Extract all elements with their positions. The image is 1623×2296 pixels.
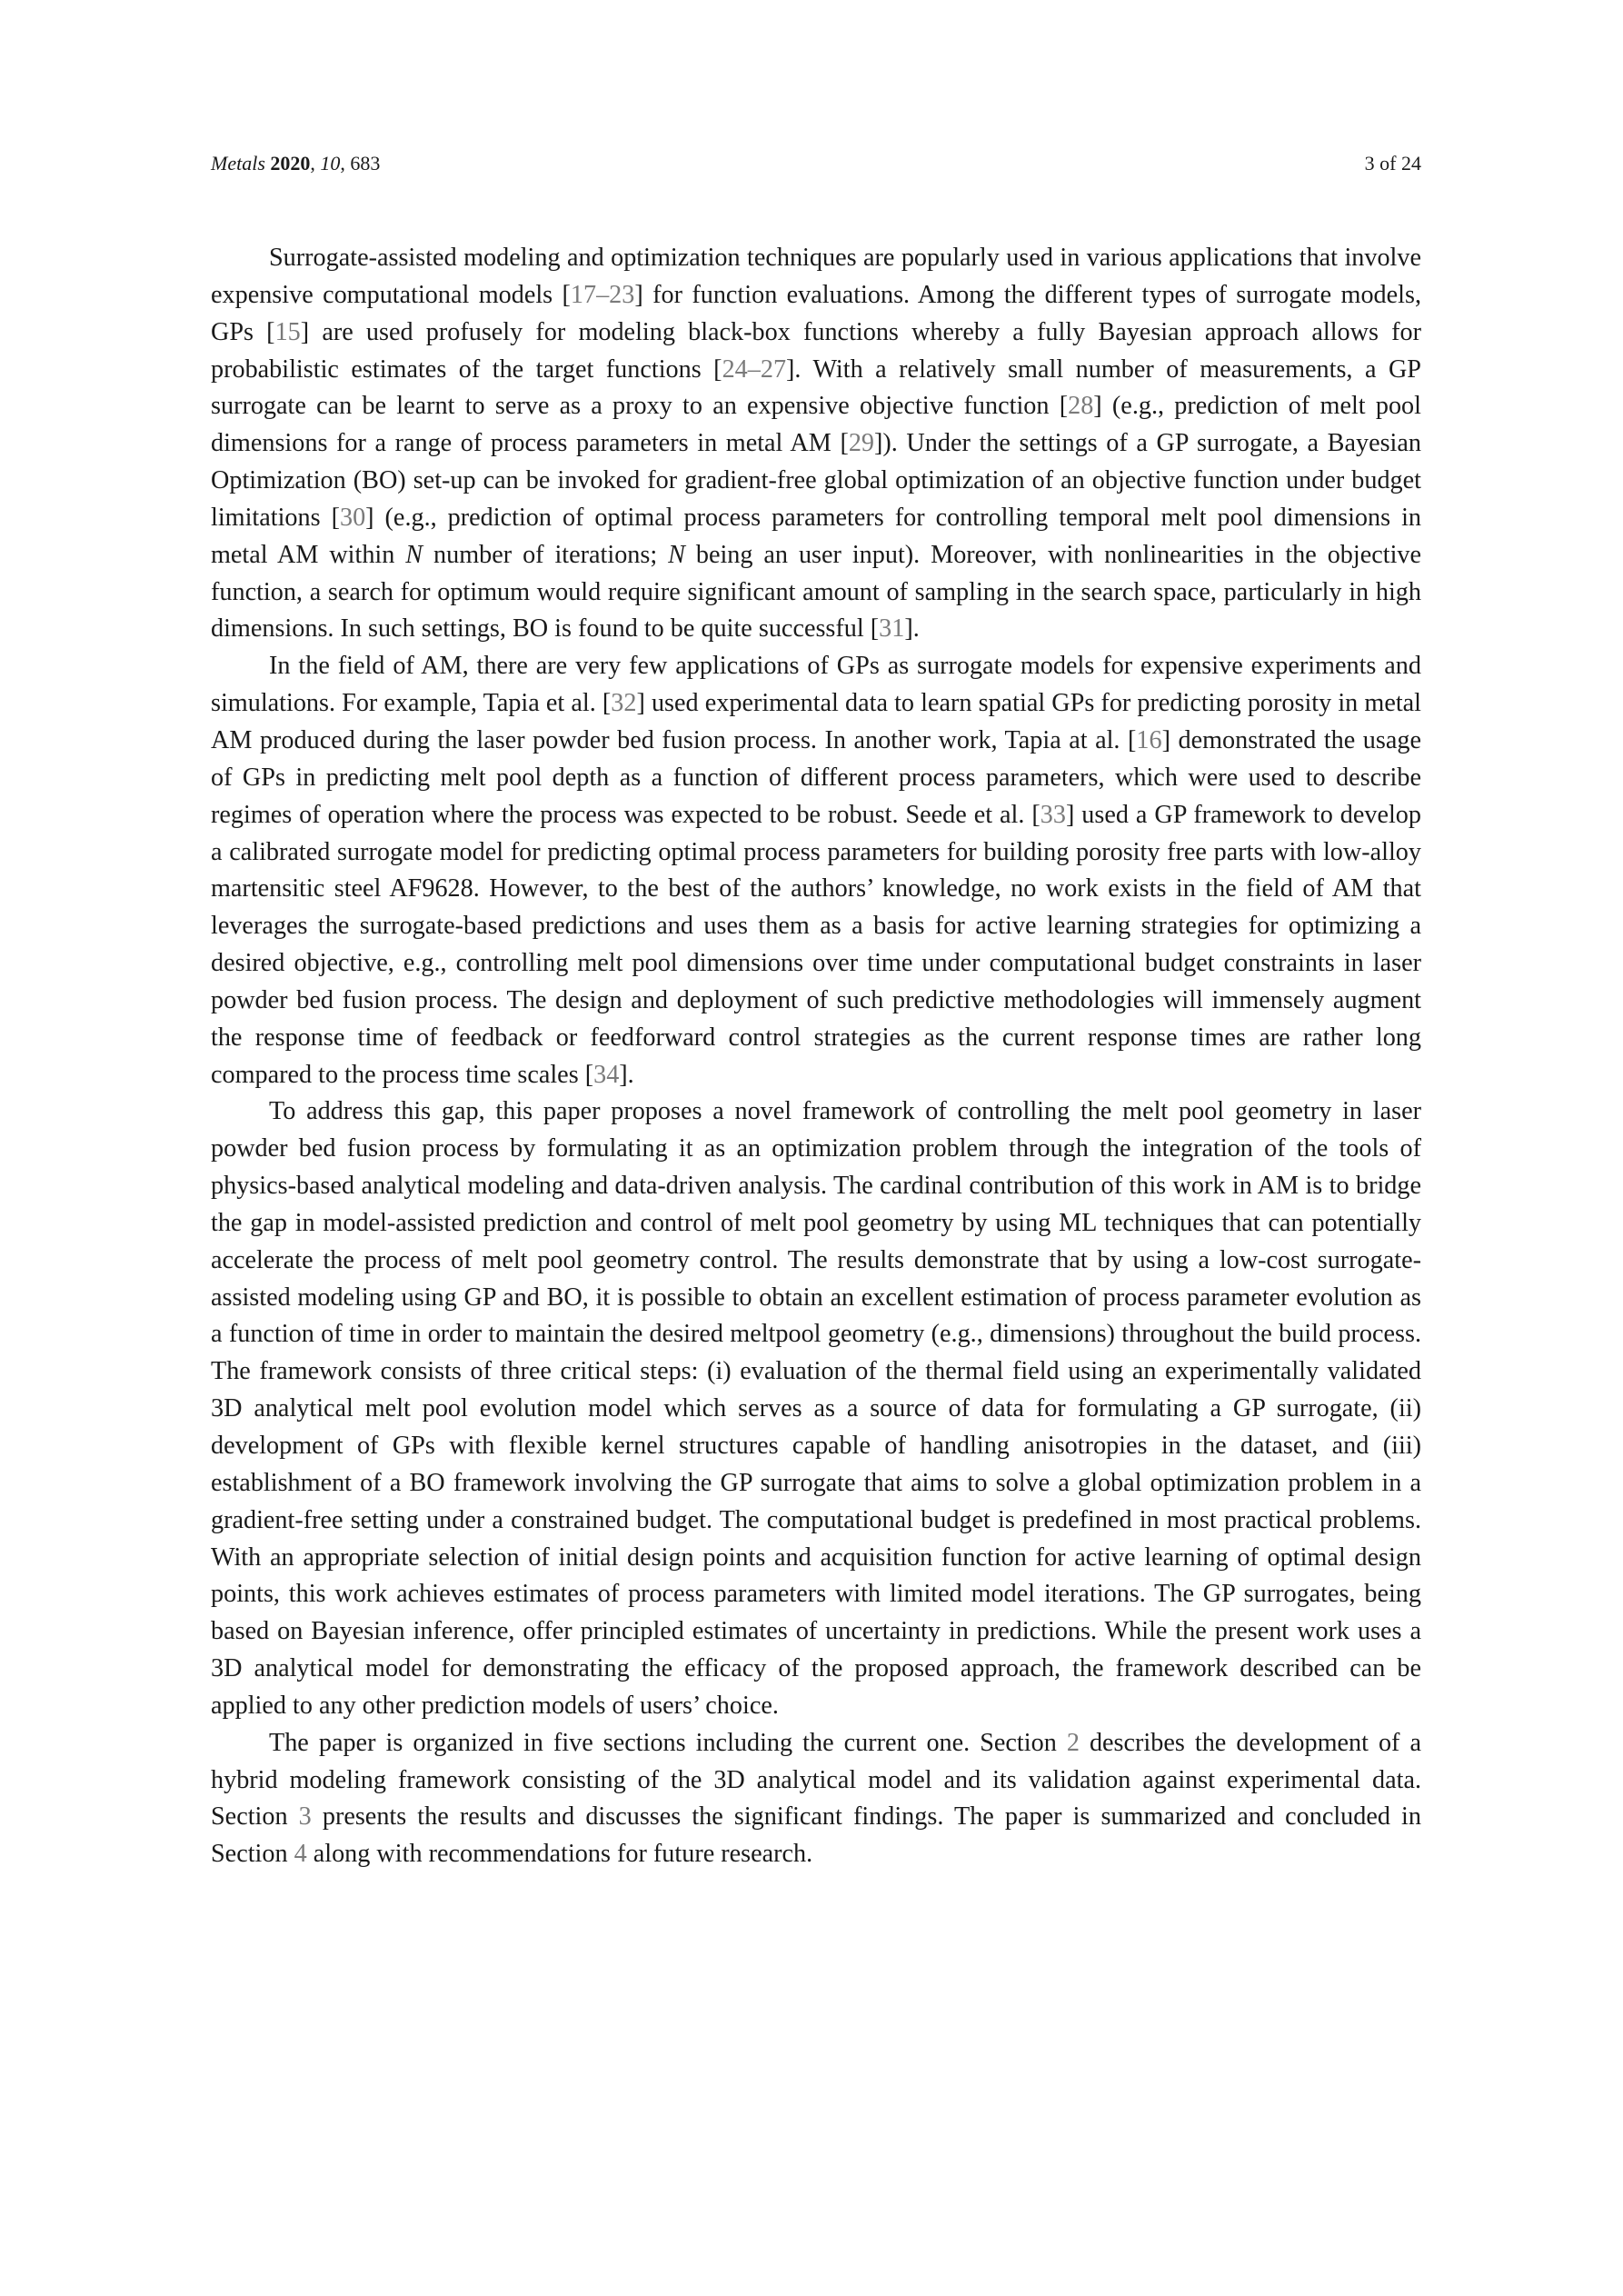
text-run: To address this gap, this paper proposes a novel framework of controlling the melt pool geometry in laser powder bed fusion process by formulating it as an optimization problem through the integration of the tools of physics-based analytical modeling and data-driven analysis. The cardinal contribution of this work in AM is to bridge the gap in model-assisted prediction and control of melt pool geometry by using ML techniques that can potentially accelerate the process of melt pool geometry control. The results demonstrate that by using a low-cost surrogate-assisted modeling using GP and BO, it is possible to obtain an excellent estimation of process parameter evolution as a function of time in order to maintain the desired meltpool geometry (e.g., dimensions) throughout the build process. The framework consists of three critical steps: (i) evaluation of the thermal field using an experimentally validated 3D analytical melt pool evolution model which serves as a source of data for formulating a GP surrogate, (ii) development of GPs with flexible kernel structures capable of handling anisotropies in the dataset, and (iii) establishment of a BO framework involving the GP surrogate that aims to solve a global optimization problem in a gradient-free setting under a constrained budget. The computational budget is predefined in most practical problems. With an appropriate selection of initial design points and acquisition function for active learning of optimal design points, this work achieves estimates of process parameters with limited model iterations. The GP surrogates, being based on Bayesian inference, offer principled estimates of uncertainty in predictions. While the present work uses a 3D analytical model for demonstrating the efficacy of the proposed approach, the framework described can be applied to any other prediction models of users’ choice. [211, 1097, 1421, 1720]
text-run: along with recommendations for future research. [306, 1840, 813, 1869]
reference-link[interactable]: 15 [274, 317, 301, 346]
citation-line: Metals 2020, 10, 683 [211, 152, 381, 175]
article-number: 683 [350, 152, 381, 175]
journal-name: Metals [211, 152, 265, 175]
math-symbol: N [405, 540, 423, 569]
text-run: ]. [619, 1060, 634, 1089]
page-number: 3 of 24 [1364, 152, 1421, 175]
text-run: describes the development of a hybrid modeling framework consisting of the 3D analytical model and its validation against experimental data. Section [211, 1728, 1421, 1832]
text-run: ] used a GP framework to develop a calibrated surrogate model for predicting optimal process parameters for building porosity free parts with low-alloy martensitic steel AF9628. However, to the best of the authors’ knowledge, no work exists in the field of AM that leverages the surrogate-based predictions and uses them as a basis for active learning strategies for optimizing a desired objective, e.g., controlling melt pool dimensions over time under computational budget constraints in laser powder bed fusion process. The design and deployment of such predictive methodologies will immensely augment the response time of feedback or feedforward control strategies as the current response times are rather long compared to the process time scales [ [211, 800, 1421, 1089]
reference-link[interactable]: 2 [1066, 1728, 1080, 1757]
journal-volume: 10 [320, 152, 341, 175]
math-symbol: N [668, 540, 685, 569]
body-text [211, 240, 1421, 1873]
reference-link[interactable]: 28 [1068, 392, 1094, 421]
text-run: In the field of AM, there are very few applications of GPs as surrogate models for expensive experiments and simulations. For example, Tapia et al. [ [211, 652, 1421, 718]
text-run: ]. With a relatively small number of measurements, a GP surrogate can be learnt to serve as a proxy to an expensive objective function [ [211, 354, 1421, 421]
paragraph [211, 648, 1421, 1093]
text-run: presents the results and discusses the significant findings. The paper is summarized and concluded in Section [211, 1802, 1421, 1869]
text-run: ] (e.g., prediction of melt pool dimensions for a range of process parameters in metal AM [ [211, 392, 1421, 458]
text-run: ] are used profusely for modeling black-box functions whereby a fully Bayesian approach allows for probabilistic estimates of the target functions [ [211, 317, 1422, 384]
text-run: ]). Under the settings of a GP surrogate, a Bayesian Optimization (BO) set-up can be invoked for gradient-free global optimization of an objective function under budget limitations [ [211, 429, 1421, 532]
reference-link[interactable]: 33 [1040, 800, 1066, 829]
text-run: ] demonstrated the usage of GPs in predicting melt pool depth as a function of different process parameters, which were used to describe regimes of operation where the process was expected to be robust. Seede et al. [ [211, 725, 1421, 829]
reference-link[interactable]: 3 [298, 1802, 312, 1832]
running-head [211, 151, 1421, 176]
text-run: ] for function evaluations. Among the different types of surrogate models, GPs [ [211, 280, 1421, 346]
paragraph [211, 240, 1421, 648]
paragraph [211, 1093, 1421, 1724]
journal-year: 2020 [270, 152, 311, 175]
reference-link[interactable]: 17–23 [570, 280, 635, 309]
text-run: Surrogate-assisted modeling and optimization techniques are popularly used in various applications that involve expensive computational models [ [211, 244, 1421, 309]
text-run: ] (e.g., prediction of optimal process parameters for controlling temporal melt pool dimensions in metal AM within [211, 503, 1422, 569]
reference-link[interactable]: 24–27 [722, 354, 787, 384]
text-run: ]. [904, 614, 920, 644]
text-run: being an user input). Moreover, with nonlinearities in the objective function, a search for optimum would require significant amount of sampling in the search space, particularly in high dimensions. In such settings, BO is found to be quite successful [ [211, 540, 1422, 644]
reference-link[interactable]: 32 [611, 689, 637, 718]
text-run: The paper is organized in five sections including the current one. Section [269, 1728, 1067, 1757]
text-run: number of iterations; [423, 540, 669, 569]
reference-link[interactable]: 31 [879, 614, 905, 644]
text-run: ] used experimental data to learn spatial GPs for predicting porosity in metal AM produced during the laser powder bed fusion process. In another work, Tapia at al. [ [211, 689, 1421, 754]
reference-link[interactable]: 29 [848, 429, 875, 458]
reference-link[interactable]: 16 [1136, 725, 1162, 754]
reference-link[interactable]: 30 [339, 503, 366, 532]
reference-link[interactable]: 4 [294, 1840, 307, 1869]
paragraph [211, 1725, 1421, 1873]
reference-link[interactable]: 34 [593, 1060, 620, 1089]
